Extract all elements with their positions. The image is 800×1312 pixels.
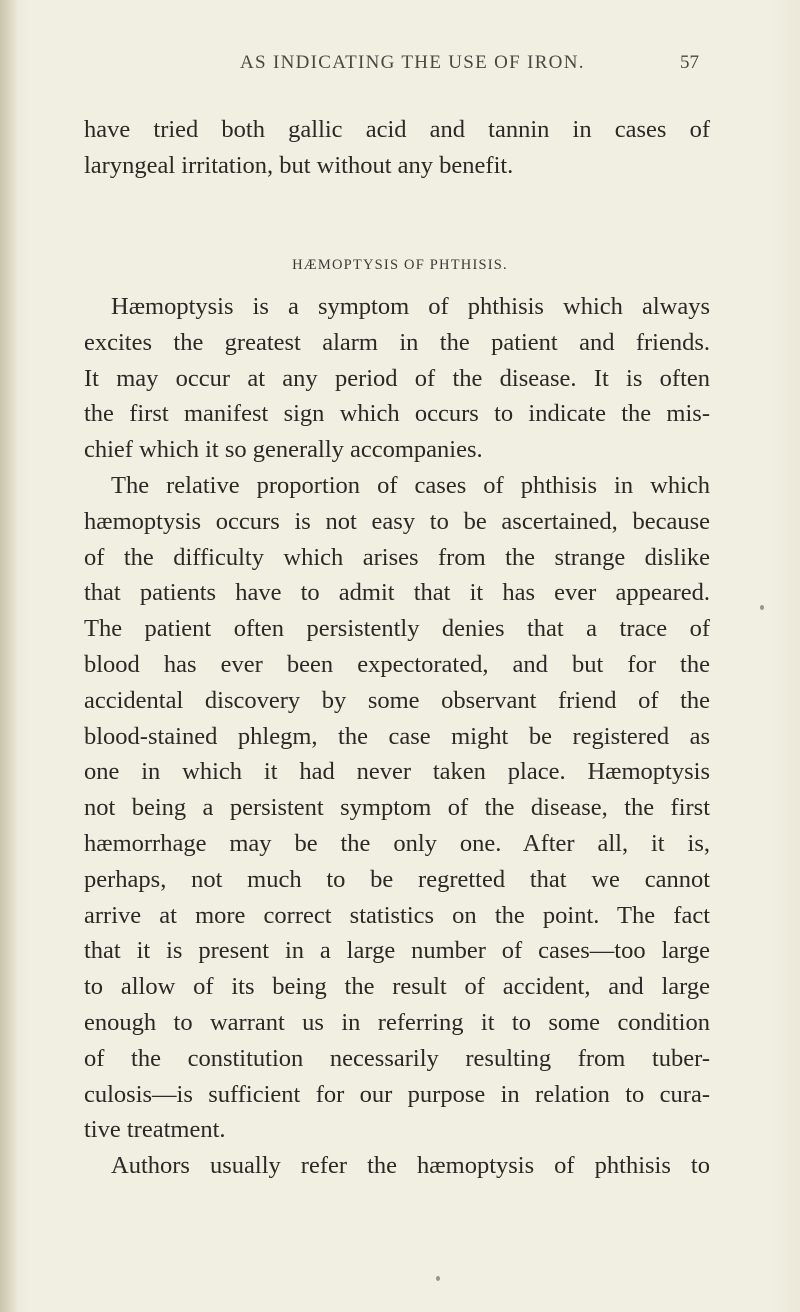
- continuation-paragraph: [84, 112, 710, 184]
- text-line: have tried both gallic acid and tannin in cases of: [84, 116, 710, 143]
- text-line: chief which it so generally accompanies.: [84, 436, 483, 464]
- text-line: hæmoptysis occurs is not easy to be ascertained, because: [84, 507, 710, 535]
- text-line: of the difficulty which arises from the strange dislike: [84, 543, 710, 571]
- text-line: arrive at more correct statistics on the point. The fact: [84, 901, 710, 929]
- text-line: to allow of its being the result of accident, and large: [84, 973, 710, 1001]
- text-line: of the constitution necessarily resulting from tuber-: [84, 1044, 710, 1072]
- text-line: hæmorrhage may be the only one. After all, it is,: [84, 829, 710, 857]
- running-head: AS INDICATING THE USE OF IRON.: [240, 52, 585, 73]
- text-line: The relative proportion of cases of phthisis in which: [111, 471, 710, 499]
- page-number: 57: [680, 52, 699, 73]
- text-line: excites the greatest alarm in the patient and friends.: [84, 328, 710, 356]
- text-line: laryngeal irritation, but without any benefit.: [84, 151, 514, 179]
- page-spine-shadow: [0, 0, 18, 1312]
- text-line: the first manifest sign which occurs to indicate the mis-: [84, 400, 710, 428]
- text-line: tive treatment.: [84, 1116, 226, 1144]
- text-line: not being a persistent symptom of the disease, the first: [84, 794, 710, 822]
- text-line: blood has ever been expectorated, and but for the: [84, 650, 710, 678]
- text-line: The patient often persistently denies that a trace of: [84, 615, 710, 643]
- text-line: blood-stained phlegm, the case might be registered as: [84, 722, 710, 750]
- text-line: Authors usually refer the hæmoptysis of phthisis to: [111, 1152, 710, 1180]
- text-line: that it is present in a large number of cases—too large: [84, 937, 710, 965]
- text-line: perhaps, not much to be regretted that we cannot: [84, 865, 710, 893]
- section-heading: HÆMOPTYSIS OF PHTHISIS.: [292, 257, 508, 273]
- text-line: that patients have to admit that it has ever appeared.: [84, 579, 710, 607]
- text-line: Hæmoptysis is a symptom of phthisis which always: [111, 293, 710, 320]
- text-line: accidental discovery by some observant friend of the: [84, 686, 710, 714]
- text-line: enough to warrant us in referring it to some condition: [84, 1008, 710, 1036]
- text-line: one in which it had never taken place. Hæmoptysis: [84, 758, 710, 786]
- ink-speck: [436, 1276, 440, 1281]
- text-line: It may occur at any period of the disease. It is often: [84, 364, 710, 392]
- body-text: [84, 289, 710, 1184]
- ink-speck: [760, 605, 764, 610]
- text-line: culosis—is sufficient for our purpose in relation to cura-: [84, 1080, 710, 1108]
